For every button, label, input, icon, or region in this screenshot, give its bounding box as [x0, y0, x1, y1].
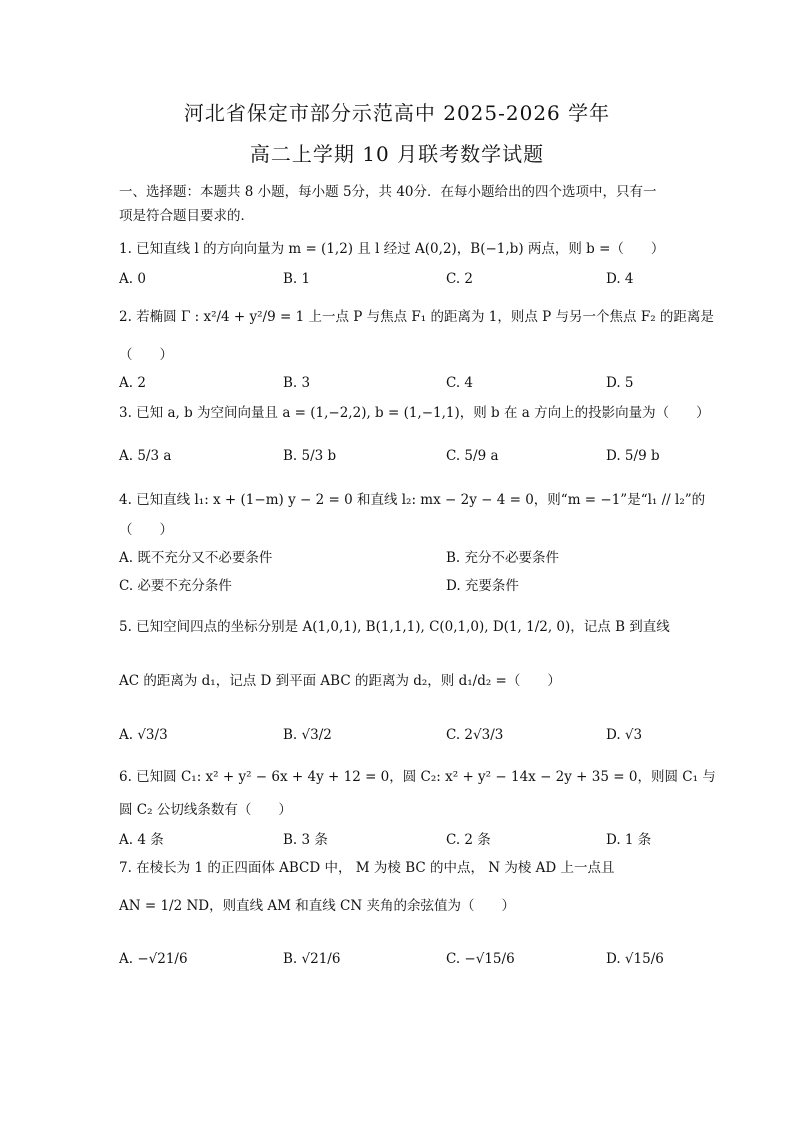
- question-3-stem: 3. 已知 a, b 为空间向量且 a = (1,−2,2), b = (1,−1,1)，则 b 在 a 方向上的投影向量为（ ）: [119, 405, 710, 421]
- question-2-option-c: C. 4: [446, 375, 474, 391]
- question-7-option-b: B. √21/6: [283, 951, 341, 967]
- question-5-option-d: D. √3: [606, 727, 643, 743]
- question-3-option-d: D. 5/9 b: [606, 448, 660, 464]
- question-4-option-c: C. 必要不充分条件: [119, 578, 232, 594]
- question-1-option-b: B. 1: [283, 271, 311, 287]
- question-5-option-b: B. √3/2: [283, 727, 332, 743]
- question-3-option-b: B. 5/3 b: [283, 448, 337, 464]
- question-4-stem-line2: （ ）: [119, 522, 173, 538]
- question-7-stem-line1: 7. 在棱长为 1 的正四面体 ABCD 中， M 为棱 BC 的中点， N 为棱 AD 上一点且: [119, 860, 615, 876]
- question-1-stem: 1. 已知直线 l 的方向向量为 m = (1,2) 且 l 经过 A(0,2)，B(−1,b) 两点，则 b =（ ）: [119, 241, 665, 257]
- question-5-option-c: C. 2√3/3: [446, 727, 504, 743]
- question-1-option-c: C. 2: [446, 271, 474, 287]
- question-6-stem-line1: 6. 已知圆 C₁: x² + y² − 6x + 4y + 12 = 0，圆 C₂: x² + y² − 14x − 2y + 35 = 0，则圆 C₁ 与: [119, 769, 716, 785]
- question-6-stem-line2: 圆 C₂ 公切线条数有（ ）: [119, 802, 292, 818]
- question-4-option-d: D. 充要条件: [446, 578, 519, 594]
- question-5-stem-line1: 5. 已知空间四点的坐标分别是 A(1,0,1), B(1,1,1), C(0,1,0), D(1, 1/2, 0)，记点 B 到直线: [119, 619, 670, 635]
- exam-title-line1: 河北省保定市部分示范高中 2025-2026 学年: [183, 101, 611, 125]
- question-7-option-d: D. √15/6: [606, 951, 664, 967]
- question-1-option-d: D. 4: [606, 271, 634, 287]
- question-2-stem-line1: 2. 若椭圆 Γ : x²/4 + y²/9 = 1 上一点 P 与焦点 F₁ 的距离为 1，则点 P 与另一个焦点 F₂ 的距离是: [119, 309, 714, 325]
- question-6-option-a: A. 4 条: [119, 832, 164, 848]
- question-4-option-b: B. 充分不必要条件: [446, 550, 560, 566]
- question-7-option-c: C. −√15/6: [446, 951, 515, 967]
- question-6-option-c: C. 2 条: [446, 832, 491, 848]
- question-6-option-b: B. 3 条: [283, 832, 328, 848]
- question-2-option-a: A. 2: [119, 375, 146, 391]
- section-intro-line2: 项是符合题目要求的．: [119, 208, 254, 224]
- question-5-option-a: A. √3/3: [119, 727, 168, 743]
- question-4-stem-line1: 4. 已知直线 l₁: x + (1−m) y − 2 = 0 和直线 l₂: mx − 2y − 4 = 0，则“m = −1”是“l₁ // l₂”的: [119, 492, 706, 508]
- question-4-option-a: A. 既不充分又不必要条件: [119, 550, 273, 566]
- question-3-option-a: A. 5/3 a: [119, 448, 172, 464]
- question-7-stem-line2: AN = 1/2 ND，则直线 AM 和直线 CN 夹角的余弦值为（ ）: [119, 898, 515, 914]
- section-intro-line1: 一、选择题：本题共 8 小题，每小题 5分，共 40分．在每小题给出的四个选项中，只有一: [119, 184, 657, 200]
- question-6-option-d: D. 1 条: [606, 832, 652, 848]
- question-3-option-c: C. 5/9 a: [446, 448, 499, 464]
- question-5-stem-line2: AC 的距离为 d₁，记点 D 到平面 ABC 的距离为 d₂，则 d₁/d₂ =（ ）: [119, 673, 561, 689]
- question-2-stem-line2: （ ）: [119, 347, 173, 363]
- question-2-option-b: B. 3: [283, 375, 311, 391]
- question-7-option-a: A. −√21/6: [119, 951, 188, 967]
- exam-title-line2: 高二上学期 10 月联考数学试题: [249, 142, 545, 166]
- question-1-option-a: A. 0: [119, 271, 146, 287]
- question-2-option-d: D. 5: [606, 375, 634, 391]
